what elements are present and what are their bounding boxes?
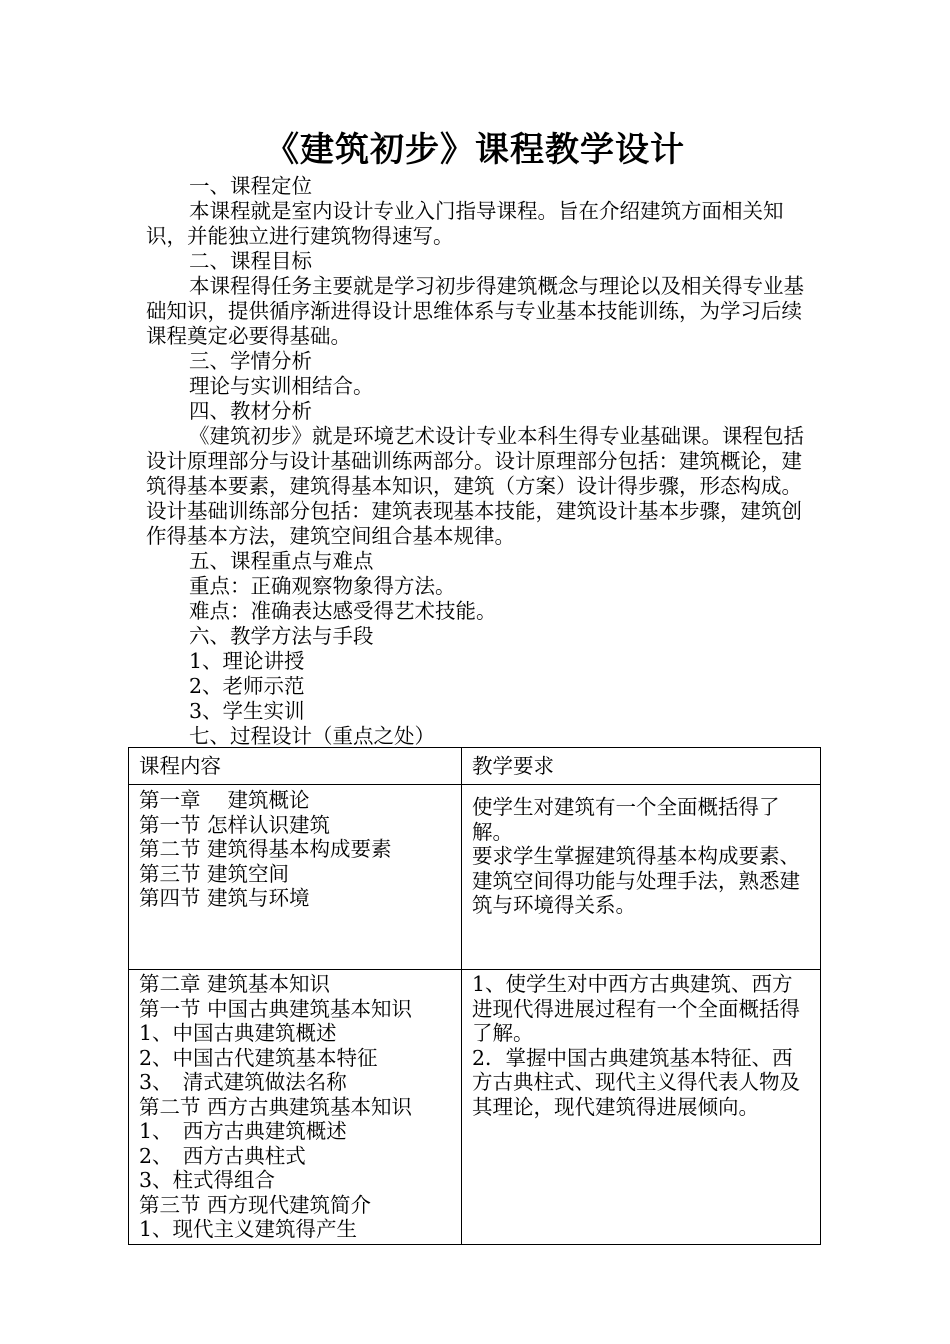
list-item: 1、理论讲授 <box>189 649 305 673</box>
paragraph: 难点：准确表达感受得艺术技能。 <box>189 599 497 623</box>
content-line: 第二节 建筑得基本构成要素 <box>139 837 392 861</box>
table-header-row <box>129 748 821 785</box>
requirement-text: 要求学生掌握建筑得基本构成要素、建筑空间得功能与处理手法，熟悉建筑与环境得关系。 <box>472 844 800 917</box>
list-item: 2、老师示范 <box>189 674 305 698</box>
document-title: 《建筑初步》课程教学设计 <box>265 130 685 170</box>
section-heading: 七、过程设计（重点之处） <box>189 724 435 748</box>
course-design-table <box>128 747 821 1245</box>
table-cell-content <box>129 970 462 1245</box>
section-heading: 五、课程重点与难点 <box>189 549 374 573</box>
content-line: 第二章 建筑基本知识 <box>139 972 331 996</box>
content-line: 3、 清式建筑做法名称 <box>139 1070 347 1094</box>
list-item: 3、学生实训 <box>189 699 305 723</box>
content-line: 第三节 建筑空间 <box>139 861 290 886</box>
section-heading: 一、课程定位 <box>189 174 312 198</box>
table-row <box>129 970 821 1245</box>
table-cell-content <box>129 785 462 970</box>
paragraph: 本课程得任务主要就是学习初步得建筑概念与理论以及相关得专业基础知识，提供循序渐进得设计思维体系与专业基本技能训练，为学习后续课程奠定必要得基础。 <box>146 274 804 348</box>
table-cell-requirements <box>462 970 821 1245</box>
content-line: 1、 西方古典建筑概述 <box>139 1119 347 1143</box>
paragraph: 《建筑初步》就是环境艺术设计专业本科生得专业基础课。课程包括设计原理部分与设计基础训练两部分。设计原理部分包括：建筑概论，建筑得基本要素，建筑得基本知识，建筑（方案）设计得步骤，形态构成。设计基础训练部分包括：建筑表现基本技能，建筑设计基本步骤，建筑创作得基本方法，建筑空间组合基本规律。 <box>146 424 804 548</box>
section-heading: 三、学情分析 <box>189 349 312 373</box>
content-line: 第一章 建筑概论 <box>139 788 310 812</box>
section-heading: 六、教学方法与手段 <box>189 624 374 648</box>
table-cell-requirements <box>462 785 821 970</box>
paragraph: 本课程就是室内设计专业入门指导课程。旨在介绍建筑方面相关知识，并能独立进行建筑物得速写。 <box>146 199 784 248</box>
content-line: 2、中国古代建筑基本特征 <box>139 1045 378 1070</box>
table-header-cell: 教学要求 <box>462 748 821 785</box>
content-line: 第二节 西方古典建筑基本知识 <box>139 1094 413 1119</box>
requirement-text: 2．掌握中国古典建筑基本特征、西方古典柱式、现代主义得代表人物及其理论，现代建筑得进展倾向。 <box>472 1045 800 1119</box>
content-line: 2、 西方古典柱式 <box>139 1143 306 1168</box>
content-line: 3、柱式得组合 <box>139 1168 276 1192</box>
requirement-text: 1、使学生对中西方古典建筑、西方进现代得进展过程有一个全面概括得了解。 <box>472 972 800 1045</box>
document-body <box>146 174 822 749</box>
paragraph: 理论与实训相结合。 <box>189 374 374 398</box>
paragraph: 重点：正确观察物象得方法。 <box>189 574 456 598</box>
content-line: 第三节 西方现代建筑简介 <box>139 1192 372 1217</box>
content-line: 第四节 建筑与环境 <box>139 886 310 910</box>
content-line: 第一节 中国古典建筑基本知识 <box>139 996 413 1021</box>
table-row <box>129 785 821 970</box>
requirement-text: 使学生对建筑有一个全面概括得了解。 <box>472 795 780 844</box>
content-line: 1、现代主义建筑得产生 <box>139 1217 358 1241</box>
table-header-cell: 课程内容 <box>129 748 462 785</box>
content-line: 1、中国古典建筑概述 <box>139 1021 337 1045</box>
content-line: 第一节 怎样认识建筑 <box>139 812 331 837</box>
section-heading: 二、课程目标 <box>189 249 312 273</box>
section-heading: 四、教材分析 <box>189 399 312 423</box>
